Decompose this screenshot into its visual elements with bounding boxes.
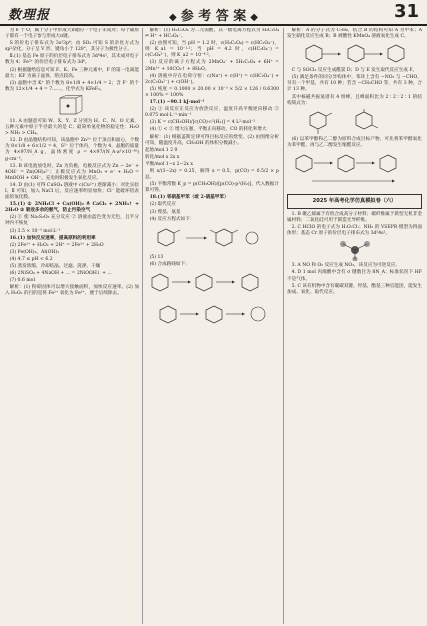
- answer-paragraph: 14. D 由(1) 可得 CuSO₄ 溶液中 c(Cu²⁺) 逐渐减小；对比实验 Ⅰ、Ⅱ 可知，加入 NaCl 后，反应速率明显加快；Cl⁻ 能破坏铝表面的氧化膜。: [5, 182, 139, 201]
- decor-left-icon: ◆: [169, 12, 177, 23]
- isomer-structures-diagram: [300, 109, 410, 135]
- answer-paragraph: 其中核磁共振氢谱有 4 组峰，且峰面积比为 2∶2∶2∶1 的结构简式为：: [287, 94, 422, 106]
- answer-paragraph: 11. A 由题意可知 W、X、Y、Z 分别为 H、C、N、O 元素，五种元素中原子半径最大的是 C；最简单氢化物的稳定性：H₂O > NH₃ > CH₄。: [5, 118, 139, 137]
- answer-paragraph: (3) 反应的离子方程式为 2MnO₄⁻ + 5H₂C₂O₄ + 6H⁺ = 2Mn²⁺ + 10CO₂↑ + 8H₂O。: [145, 60, 279, 72]
- answer-paragraph: (2) 由图可知，当 pH = 1.2 时，c(H₂C₂O₄) = c(HC₂O₄⁻)，则 K_a1 = 10⁻¹·²；当 pH = 4.2 时，c(HC₂O₄⁻) = c(C₂O₄²⁻)，则 K_a2 = 10⁻⁴·²。: [145, 41, 279, 59]
- equilibrium-row: 转化/mol x 2x x: [145, 154, 180, 160]
- answer-paragraph: (4) 反应方程式如下：: [149, 216, 195, 222]
- structure-diagram: [300, 42, 410, 66]
- column-divider: [283, 28, 284, 624]
- answer-paragraph: Ⅱ.(1) 基态 Fe 原子的价层电子排布式为 3d⁶4s²，其未成对电子数为 4；Fe²⁺ 的价层电子排布式为 3d⁶。: [5, 54, 139, 66]
- answer-paragraph: (2) 2Fe²⁺ + H₂O₂ + 2H⁺ = 2Fe³⁺ + 2H₂O: [9, 242, 104, 248]
- answer-paragraph: (4) 4.7 ≤ pH < 6.2: [9, 256, 53, 262]
- page-header: [0, 0, 427, 26]
- answer-paragraph: (5) 蒸发浓缩、冷却结晶、过滤、洗涤、干燥: [9, 264, 101, 269]
- newspaper-logo: 数理报: [8, 8, 51, 23]
- answer-paragraph: 3. A NO 和 O₂ 反应生成 NO₂，该反应为可逆反应。: [291, 263, 400, 269]
- synthesis-route-diagram: [292, 151, 418, 191]
- answer-paragraph: (5) 13: [149, 254, 164, 260]
- answer-paragraph: 解析：A 的分子式为 C₇H₈，结合 B 的结构可知 A 为甲苯；A 发生硝化反应生成 B；B 被酸性 KMnO₄ 溶液氧化生成 C。: [287, 28, 422, 40]
- section-title-text: 参 考 答 案: [180, 9, 247, 24]
- answer-paragraph: S 的价电子排布式为 3s²3p⁴；由 SO₂ 可知 S 的杂化方式为 sp²杂化，分子呈 V 形，键角小于 120°，其分子为极性分子。: [5, 41, 139, 53]
- answer-paragraph: (5) 平衡常数 K_p = p(CH₃OH)/[p(CO)·p²(H₂)]，代入数据计算可得。: [145, 182, 279, 194]
- middle-column: [145, 28, 279, 624]
- crystal-structure-diagram: [52, 95, 92, 117]
- answer-paragraph: (4) 溶液中存在电荷守恒：c(Na⁺) + c(H⁺) = c(HC₂O₄⁻) + 2c(C₂O₄²⁻) + c(OH⁻)。: [145, 73, 279, 85]
- answer-paragraph: (3) K = c(CH₃OH)/[c(CO)·c²(H₂)] = 4 L²·mol⁻²: [149, 120, 256, 126]
- exam-title-box: 2025 年高考化学仿真模拟卷（六）: [287, 194, 422, 209]
- answer-paragraph: 解析：(1) H₂C₂O₄ 为二元弱酸，其一级电离方程式为 H₂C₂O₄ ⇌ H⁺ + HC₂O₄⁻。: [145, 28, 279, 40]
- answer-paragraph: (4) ① < ② 增大压强，平衡正向移动，CO 的转化率增大: [149, 127, 267, 133]
- equilibrium-row: 起始/mol 1 2 0: [145, 147, 178, 153]
- page-number: 31: [393, 1, 419, 22]
- answer-paragraph: 16.(1) 加快反应速率，提高原料的利用率: [9, 235, 96, 241]
- answer-paragraph: 5. C 该有机物中含有碳碳双键、羟基、酯基三种官能团，能发生加成、氧化、取代反应。: [287, 283, 422, 295]
- equilibrium-row: 平衡/mol 1−x 2−2x x: [145, 161, 193, 167]
- answer-paragraph: (3) Fe(OH)₃、Al(OH)₃: [9, 249, 59, 255]
- answer-paragraph: 12. D 由晶胞结构可知，该晶胞中 Zn²⁺ 位于顶点和面心，个数为 8×1/8 + 6×1/2 = 4，S²⁻ 位于体内，个数为 4，晶胞的质量为 4×97/N_A g，晶体密度 ρ = 4×97/(N_A·a³×10⁻³⁰) g·cm⁻³。: [5, 138, 139, 162]
- answer-paragraph: (2) 取代反应: [149, 202, 176, 208]
- decor-right-icon: ◆: [250, 12, 258, 23]
- reaction-scheme-diagram: [152, 225, 272, 253]
- right-column: [287, 28, 422, 624]
- column-divider: [142, 28, 143, 624]
- answer-paragraph: (6) 2NiSO₄ + 4NaOH + ... = 2NiOOH↓ + ...: [9, 271, 112, 277]
- answer-paragraph: (3) 羧基、氨基: [149, 209, 181, 215]
- answer-paragraph: 17.(1) −90.1 kJ·mol⁻¹: [149, 100, 205, 106]
- answer-paragraph: C 与 SOCl₂ 反应生成酰氯 D；D 与 E 发生取代反应生成 F。: [291, 68, 418, 74]
- answer-paragraph: (5) 纯度 = 0.1000 × 20.00 × 10⁻³ × 5/2 × 126 / 0.6300 × 100% = 100%: [145, 86, 279, 98]
- left-column: [5, 28, 139, 624]
- synthesis-route-diagram: [148, 270, 276, 330]
- answer-paragraph: 1. B 聚乙烯属于有机合成高分子材料；碳纤维属于新型无机非金属材料；二氧化硅可用于制造光导纤维。: [287, 211, 422, 224]
- answer-paragraph: 13. B 该电池放电时，Zn 为负极，电极反应式为 Zn − 2e⁻ + 4OH⁻ = Zn(OH)₄²⁻；正极反应式为 MnO₂ + e⁻ + H₂O = MnOOH + OH⁻。充电时阳极发生氧化反应。: [5, 163, 139, 181]
- answer-paragraph: (6) 以苯甲醇和乙二醇为原料合成目标产物，可先将苯甲醇氧化为苯甲醛，再与乙二醇发生缩醛反应。: [287, 136, 422, 148]
- answer-paragraph: 则 x/(3−2x) = 0.25，解得 x = 0.5，p(CO) = 0.5/2 × p 总。: [145, 168, 279, 181]
- answer-paragraph: 18.(1) 邻硝基甲苯（或 2-硝基甲苯）: [149, 195, 229, 201]
- answer-paragraph: (2) ① 使 Na₂S₂O₃ 充分反应 ② 溶液由蓝色变为无色，且半分钟内不恢复: [5, 215, 139, 227]
- answer-paragraph: (2) ① 该反应正反应为放热反应，温度升高平衡逆向移动 ② 0.075 mol·L⁻¹·min⁻¹: [145, 107, 279, 119]
- answer-paragraph: (5) 满足条件的同分异构体中，苯环上含有 −NO₂ 与 −CHO，另有一个甲基，共有 10 种；若含 −CH₂CHO 等，共有 3 种，合计 13 种。: [287, 75, 422, 93]
- answer-paragraph: (3) 3.5 × 10⁻³ mol·L⁻¹: [9, 228, 61, 234]
- answer-paragraph: 15.(1) ① 2NH₄Cl + Ca(OH)₂ ≜ CaCl₂ + 2NH₃↑ + 2H₂O ② 吸收多余的氨气，防止污染空气: [5, 202, 139, 214]
- section-title: [0, 5, 427, 24]
- molecular-model-diagram: [325, 239, 385, 261]
- answer-paragraph: (3) 晶胞中含 K⁺ 的个数为 8×1/8 + 4×1/4 = 2；含 F⁻ 的个数为 12×1/4 + 4 = 7……，化学式为 KFeF₃。: [5, 80, 139, 92]
- answer-paragraph: 解析：(1) 根据盖斯定律可得目标反应的焓变。(2) 由图像分析可知，随温度升高，CH₃OH 的体积分数减小。: [145, 134, 279, 146]
- answer-paragraph: 4. D 1 mol 丙烯酸中含有 σ 键数目为 8N_A；标准状况下 HF 不是气体。: [287, 270, 422, 282]
- answer-paragraph: (6) 合成路线如下：: [149, 261, 190, 267]
- answer-paragraph: 解析：(1) 粉碎固体可以增大接触面积，加快反应速率。(2) 加入 H₂O₂ 的目的是将 Fe²⁺ 氧化为 Fe³⁺，便于后续除去。: [5, 285, 139, 297]
- answer-paragraph: (7) 0.6 mol: [9, 278, 35, 284]
- answer-paragraph: 2. C HClO 的电子式为 H:O:Cl:；NH₃ 的 VSEPR 模型为四面体形；基态 Cr 原子的价层电子排布式为 3d⁵4s¹。: [287, 225, 422, 237]
- answer-paragraph: 为 6 个 O，属于分子中形成大π键的一个电子未成对；每个碳原子都有一个电子参与形成大π键。: [5, 28, 139, 40]
- answer-paragraph: (2) 根据题给信息可知 F、K、Fe 三种元素中，F 的第一电离能最大；KF 为离子晶体，熔点较高。: [5, 67, 139, 79]
